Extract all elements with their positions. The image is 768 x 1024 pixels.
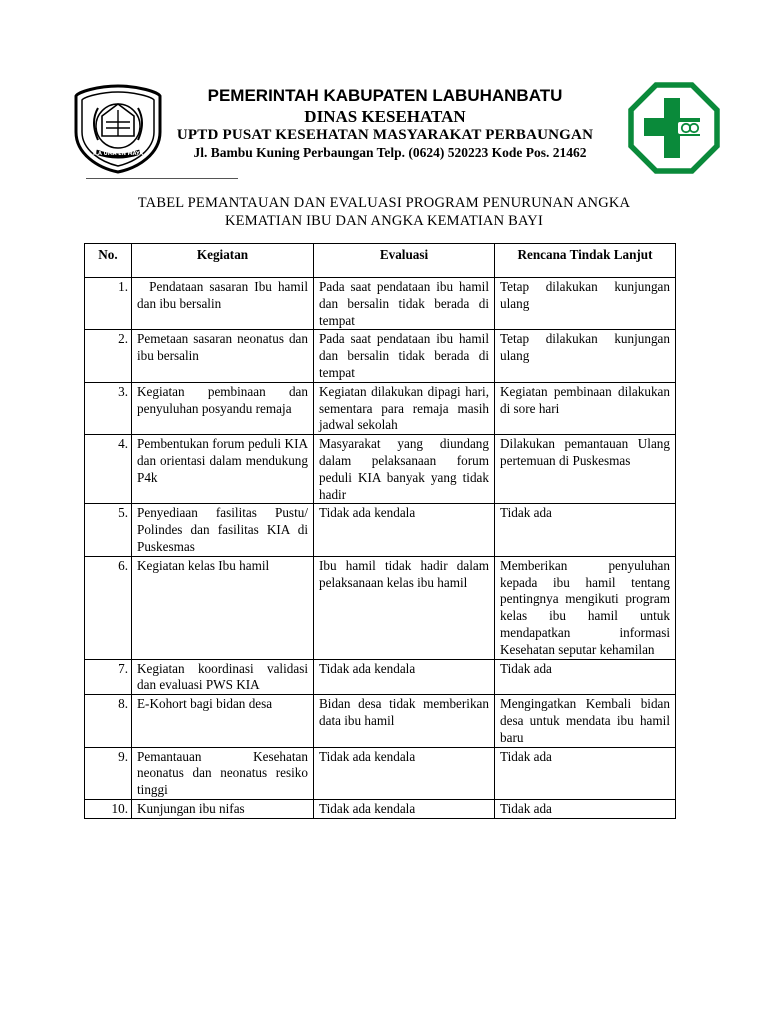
- cell-kegiatan: Pembentukan forum peduli KIA dan orientasi dalam mendukung P4k: [132, 435, 314, 504]
- document-title: [84, 194, 684, 230]
- cell-no: 4.: [85, 435, 132, 504]
- cell-no: 8.: [85, 695, 132, 747]
- cell-rencana: Tidak ada: [495, 747, 676, 799]
- cell-evaluasi: Tidak ada kendala: [314, 659, 495, 695]
- cell-kegiatan: Penyediaan fasilitas Pustu/ Polindes dan fasilitas KIA di Puskesmas: [132, 504, 314, 556]
- puskesmas-logo-icon: [628, 82, 720, 174]
- table-row: [85, 556, 676, 659]
- cell-kegiatan: Kegiatan kelas Ibu hamil: [132, 556, 314, 659]
- cell-rencana: Memberikan penyuluhan kepada ibu hamil tentang pentingnya mengikuti program kelas ibu hamil untuk mendapatkan informasi Kesehatan seputar kehamilan: [495, 556, 676, 659]
- letterhead: [0, 0, 768, 180]
- cell-evaluasi: Tidak ada kendala: [314, 799, 495, 818]
- cell-rencana: Tidak ada: [495, 659, 676, 695]
- table-row: [85, 330, 676, 382]
- address-line: Jl. Bambu Kuning Perbaungan Telp. (0624) 520223 Kode Pos. 21462: [193, 145, 587, 160]
- table-row: [85, 747, 676, 799]
- government-name: PEMERINTAH KABUPATEN LABUHANBATU: [207, 86, 563, 105]
- cell-kegiatan: Kunjungan ibu nifas: [132, 799, 314, 818]
- cell-evaluasi: Pada saat pendataan ibu hamil dan bersalin tidak berada di tempat: [314, 330, 495, 382]
- cell-evaluasi: Masyarakat yang diundang dalam pelaksanaan forum peduli KIA banyak yang tidak hadir: [314, 435, 495, 504]
- cell-kegiatan: Pendataan sasaran Ibu hamil dan ibu bersalin: [132, 278, 314, 330]
- table-row: [85, 799, 676, 818]
- cell-evaluasi: Kegiatan dilakukan dipagi hari, sementara para remaja masih jadwal sekolah: [314, 382, 495, 434]
- header-no: No.: [85, 244, 132, 278]
- cell-evaluasi: Pada saat pendataan ibu hamil dan bersalin tidak berada di tempat: [314, 278, 495, 330]
- table-header-row: [85, 244, 676, 278]
- table-row: [85, 435, 676, 504]
- document-title-line-2: KEMATIAN IBU DAN ANGKA KEMATIAN BAYI: [224, 213, 543, 229]
- cell-no: 7.: [85, 659, 132, 695]
- department-name: DINAS KESEHATAN: [304, 107, 466, 126]
- unit-name: UPTD PUSAT KESEHATAN MASYARAKAT PERBAUNGAN: [176, 127, 594, 143]
- cell-no: 3.: [85, 382, 132, 434]
- seal-motto: ILA UMA EN MAYA: [92, 151, 144, 157]
- header-rencana: Rencana Tindak Lanjut: [495, 244, 676, 278]
- evaluation-table: [84, 243, 676, 819]
- cell-no: 5.: [85, 504, 132, 556]
- cell-kegiatan: Pemantauan Kesehatan neonatus dan neonatus resiko tinggi: [132, 747, 314, 799]
- cell-rencana: Tidak ada: [495, 799, 676, 818]
- letterhead-divider: [86, 178, 238, 179]
- table-row: [85, 659, 676, 695]
- cell-evaluasi: Bidan desa tidak memberikan data ibu hamil: [314, 695, 495, 747]
- document-title-line-1: TABEL PEMANTAUAN DAN EVALUASI PROGRAM PENURUNAN ANGKA: [137, 195, 631, 211]
- cell-no: 2.: [85, 330, 132, 382]
- cell-rencana: Tetap dilakukan kunjungan ulang: [495, 278, 676, 330]
- cell-evaluasi: Ibu hamil tidak hadir dalam pelaksanaan kelas ibu hamil: [314, 556, 495, 659]
- cell-no: 9.: [85, 747, 132, 799]
- cell-kegiatan: E-Kohort bagi bidan desa: [132, 695, 314, 747]
- cell-evaluasi: Tidak ada kendala: [314, 504, 495, 556]
- table-row: [85, 382, 676, 434]
- cell-rencana: Dilakukan pemantauan Ulang pertemuan di Puskesmas: [495, 435, 676, 504]
- cell-no: 10.: [85, 799, 132, 818]
- cell-rencana: Mengingatkan Kembali bidan desa untuk mendata ibu hamil baru: [495, 695, 676, 747]
- cell-kegiatan: Kegiatan koordinasi validasi dan evaluasi PWS KIA: [132, 659, 314, 695]
- header-evaluasi: Evaluasi: [314, 244, 495, 278]
- header-kegiatan: Kegiatan: [132, 244, 314, 278]
- cell-no: 1.: [85, 278, 132, 330]
- cell-kegiatan: Pemetaan sasaran neonatus dan ibu bersalin: [132, 330, 314, 382]
- table-row: [85, 504, 676, 556]
- cell-no: 6.: [85, 556, 132, 659]
- cell-rencana: Kegiatan pembinaan dilakukan di sore hari: [495, 382, 676, 434]
- cell-rencana: Tidak ada: [495, 504, 676, 556]
- cell-rencana: Tetap dilakukan kunjungan ulang: [495, 330, 676, 382]
- table-row: [85, 278, 676, 330]
- cell-evaluasi: Tidak ada kendala: [314, 747, 495, 799]
- cell-kegiatan: Kegiatan pembinaan dan penyuluhan posyandu remaja: [132, 382, 314, 434]
- table-row: [85, 695, 676, 747]
